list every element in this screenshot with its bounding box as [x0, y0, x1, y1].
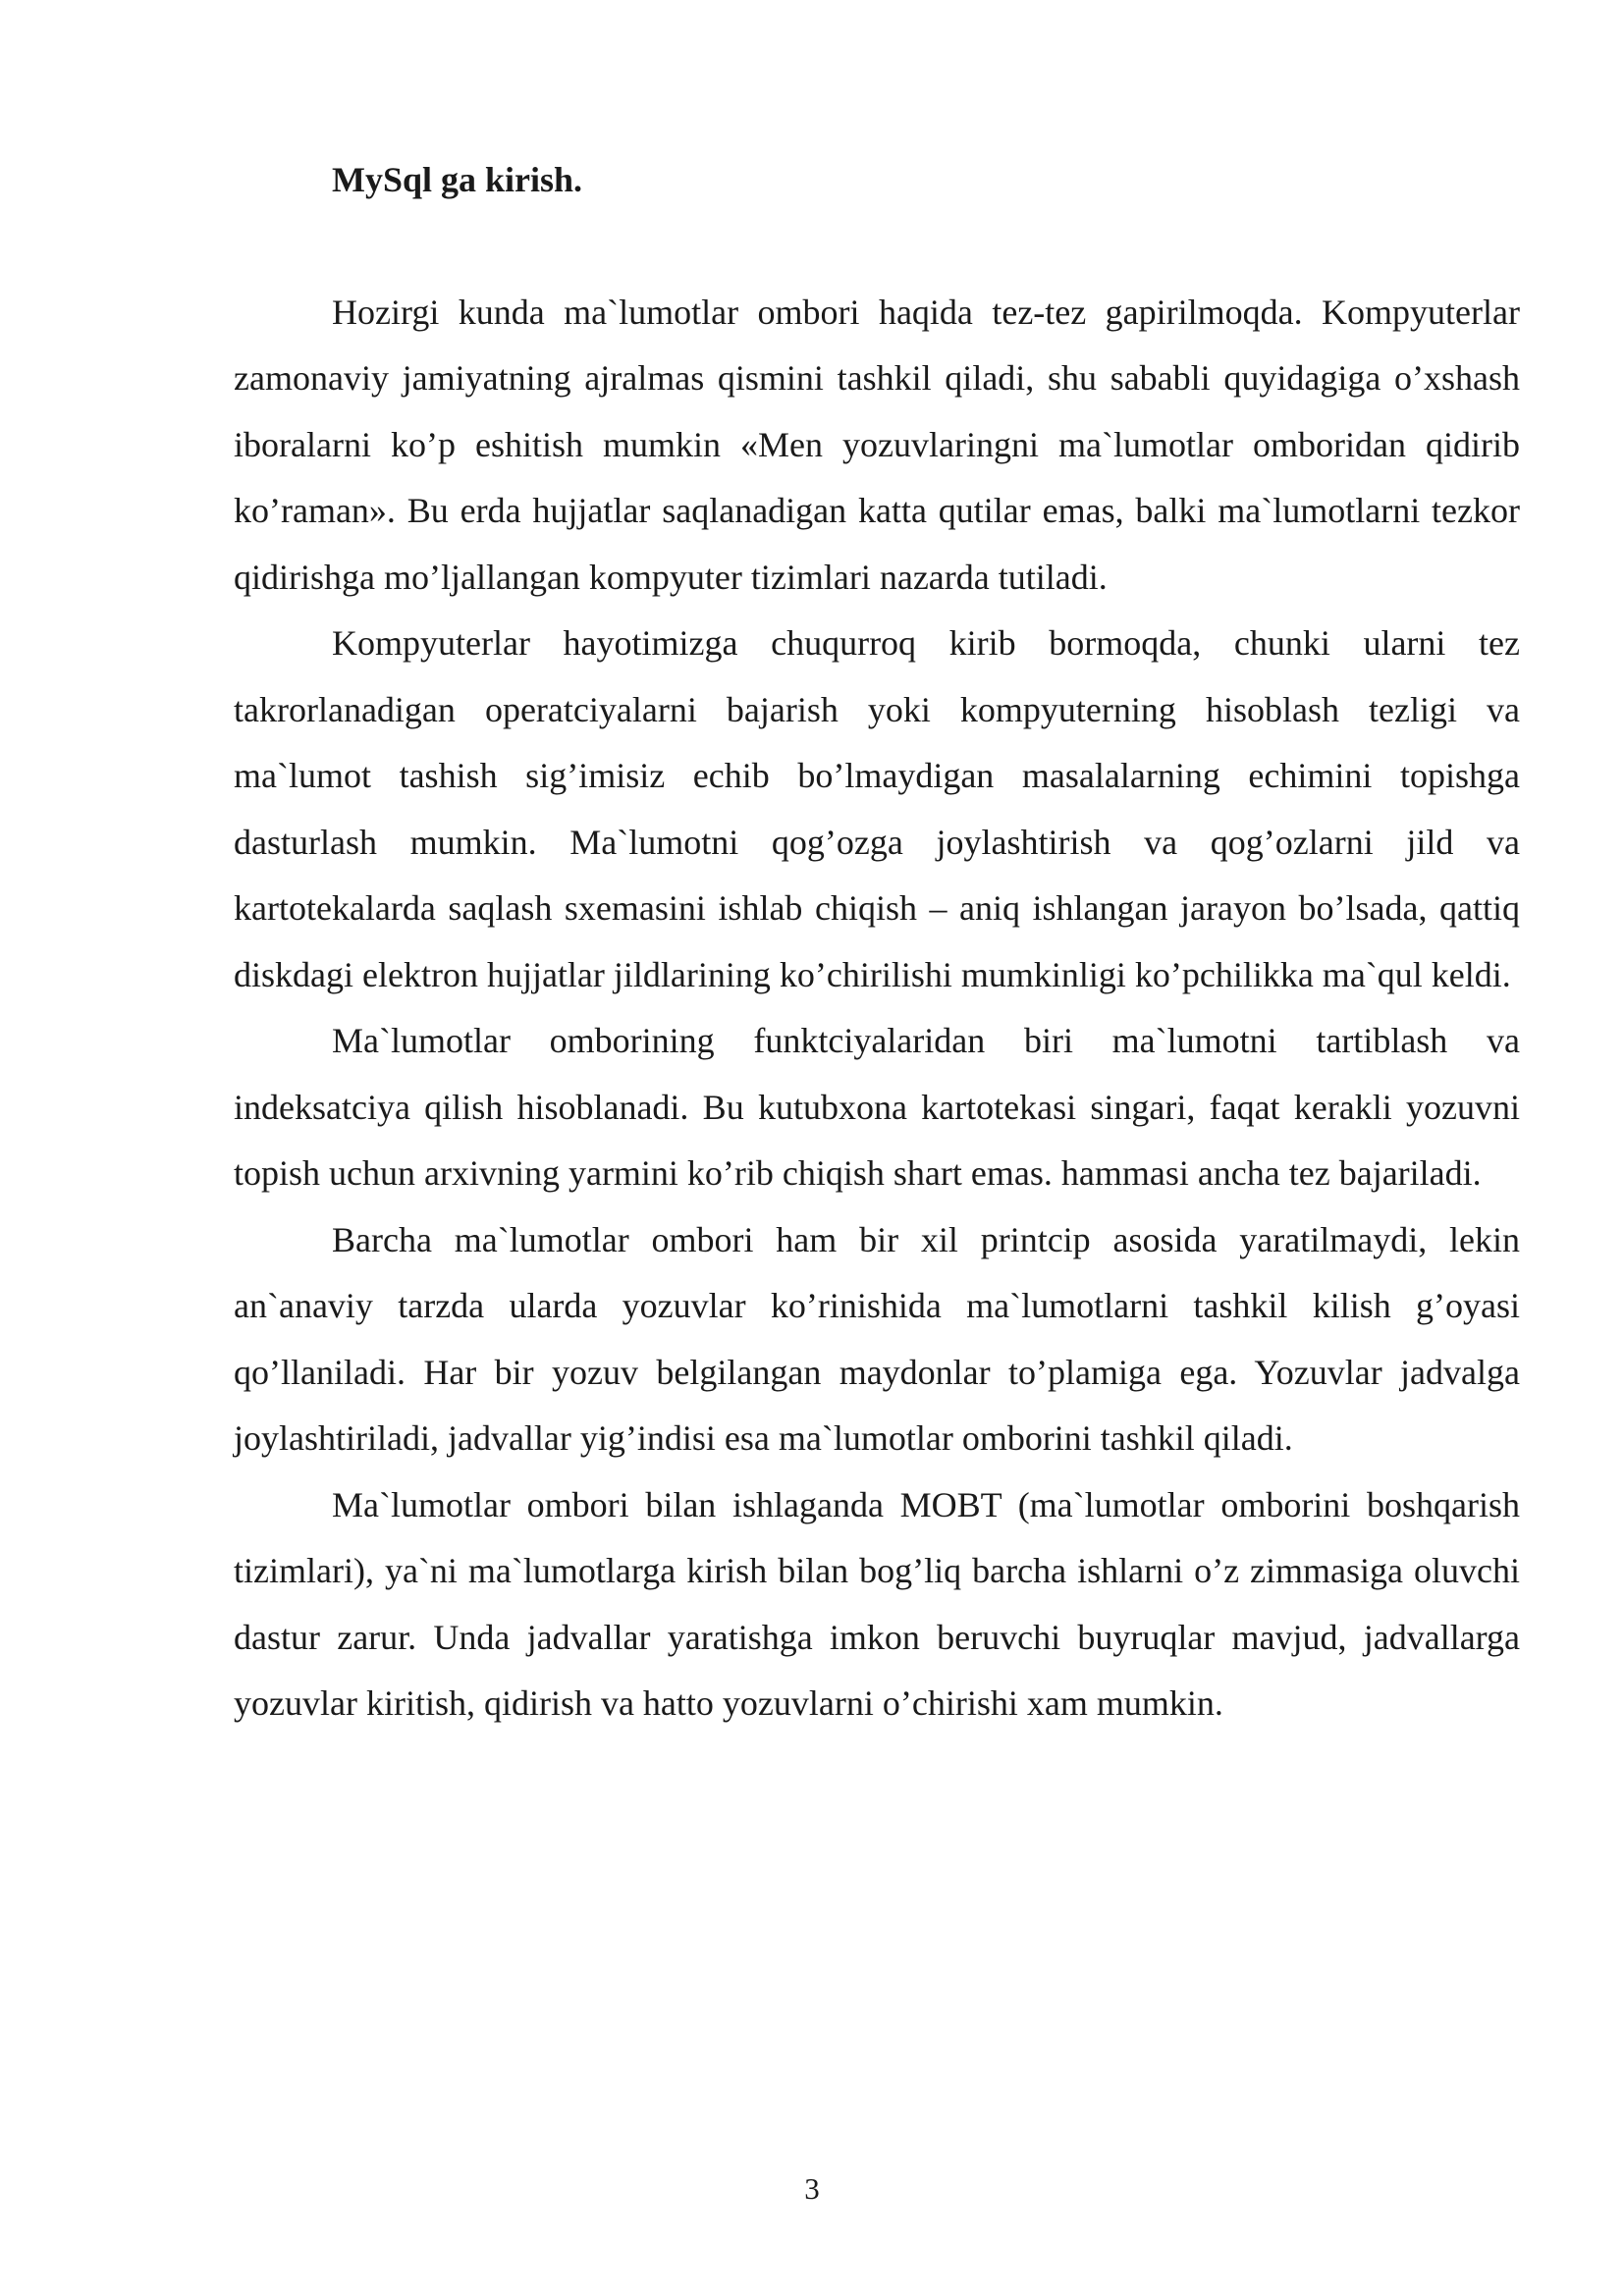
- paragraph-dbms: Ma`lumotlar ombori bilan ishlaganda MOBT (ma`lumotlar omborini boshqarish tizimlari), ya`ni ma`lumotlarga kirish bilan bog’liq barcha ishlarni o’z zimmasiga oluvchi dastur zarur. Unda jadvallar yaratishga imkon beruvchi buyruqlar mavjud, jadvallarga yozuvlar kiritish, qidirish va hatto yozuvlarni o’chirishi xam mumkin.: [234, 1484, 1520, 1723]
- paragraph-computers: Kompyuterlar hayotimizga chuqurroq kirib bormoqda, chunki ularni tez takrorlanadigan operatciyalarni bajarish yoki kompyuterning hisoblash tezligi va ma`lumot tashish sig’imisiz echib bo’lmaydigan masalalarning echimini topishga dasturlash mumkin. Ma`lumotni qog’ozga joylashtirish va qog’ozlarni jild va kartotekalarda saqlash sxemasini ishlab chiqish – aniq ishlangan jarayon bo’lsada, qattiq diskdagi elektron hujjatlar jildlarining ko’chirilishi mumkinligi ko’pchilikka ma`qul keldi.: [234, 623, 1520, 994]
- page-content: [234, 147, 1520, 1737]
- paragraph-intro: Hozirgi kunda ma`lumotlar ombori haqida tez-tez gapirilmoqda. Kompyuterlar zamonaviy jamiyatning ajralmas qismini tashkil qiladi, shu sababli quyidagiga o’xshash iboralarni ko’p eshitish mumkin «Men yozuvlaringni ma`lumotlar omboridan qidirib ko’raman». Bu erda hujjatlar saqlanadigan katta qutilar emas, balki ma`lumotlarni tezkor qidirishga mo’ljallangan kompyuter tizimlari nazarda tutiladi.: [234, 292, 1520, 597]
- page-number: 3: [804, 2171, 820, 2206]
- paragraph-indexing: Ma`lumotlar omborining funktciyalaridan biri ma`lumotni tartiblash va indeksatciya qilish hisoblanadi. Bu kutubxona kartotekasi singari, faqat kerakli yozuvni topish uchun arxivning yarmini ko’rib chiqish shart emas. hammasi ancha tez bajariladi.: [234, 1021, 1520, 1193]
- paragraph-records: Barcha ma`lumotlar ombori ham bir xil printcip asosida yaratilmaydi, lekin an`anaviy tarzda ularda yozuvlar ko’rinishida ma`lumotlarni tashkil kilish g’oyasi qo’llaniladi. Har bir yozuv belgilangan maydonlar to’plamiga ega. Yozuvlar jadvalga joylashtiriladi, jadvallar yig’indisi esa ma`lumotlar omborini tashkil qiladi.: [234, 1219, 1520, 1458]
- section-heading: MySql ga kirish.: [332, 160, 583, 199]
